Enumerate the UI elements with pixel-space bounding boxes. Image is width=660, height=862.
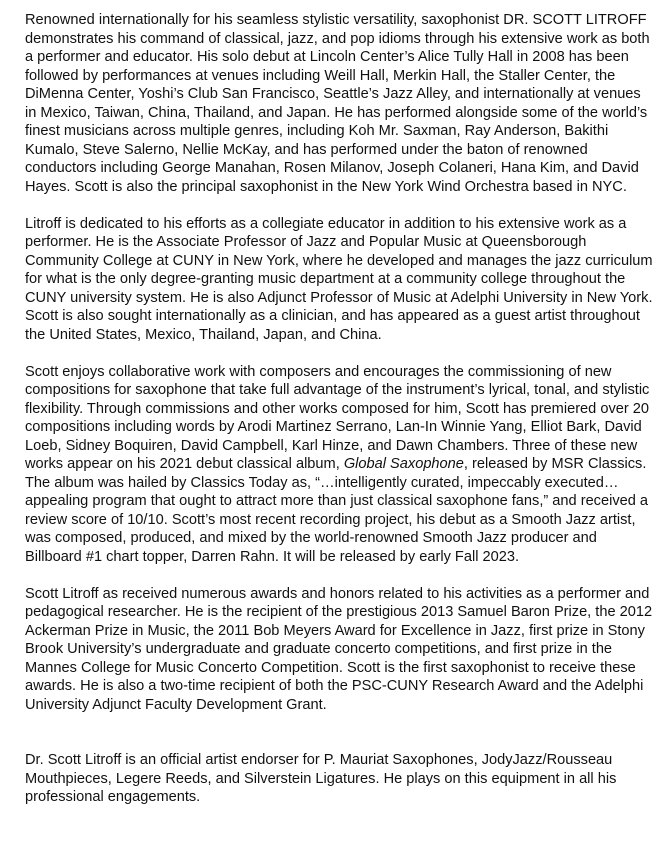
album-title: Global Saxophone [343, 456, 464, 472]
paragraph-educator [25, 215, 653, 345]
paragraph-text: Scott enjoys collaborative work with composers and encourages the commissioning of new compositions for saxophone that take full advantage of the instrument’s lyrical, tonal, and stylistic flexibility. Through commissions and other works composed for him, Scott has premiered over 20 compositions including words by Arodi Martinez Serrano, Lan-In Winnie Yang, Elliot Bark, David Loeb, Sidney Boquiren, David Campbell, Karl Hinze, and Dawn Chambers. Three of these new works appear on his 2021 debut classical album, [25, 363, 650, 472]
paragraph-endorsements [25, 751, 653, 807]
paragraph-awards [25, 585, 653, 715]
paragraph-text: Scott Litroff as received numerous awards and honors related to his activities as a performer and pedagogical researcher. He is the recipient of the prestigious 2013 Samuel Baron Prize, the 2012 Ackerman Prize in Music, the 2011 Bob Meyers Award for Excellence in Jazz, first prize in Stony Brook University’s undergraduate and graduate concerto competitions, and first prize in the Mannes College for Music Concerto Competition. Scott is the first saxophonist to receive these awards. He is also a two-time recipient of both the PSC-CUNY Research Award and the Adelphi University Adjunct Faculty Development Grant. [25, 585, 653, 713]
paragraph-spacer [25, 733, 653, 752]
paragraph-text: , released by MSR Classics. The album was hailed by Classics Today as, “…intelligently curated, impeccably executed…appealing program that ought to attract more than just classical saxophone fans,” and received a review score of 10/10. Scott’s most recent recording project, his debut as a Smooth Jazz artist, was composed, produced, and mixed by the world-renowned Smooth Jazz producer and Billboard #1 chart topper, Darren Rahn. It will be released by early Fall 2023. [25, 456, 649, 565]
paragraph-composers-and-recordings [25, 363, 653, 567]
paragraph-performer-overview [25, 11, 653, 196]
biography-document [25, 11, 653, 825]
paragraph-text: Litroff is dedicated to his efforts as a collegiate educator in addition to his extensive work as a performer. He is the Associate Professor of Jazz and Popular Music at Queensborough Community College at CUNY in New York, where he developed and manages the jazz curriculum for what is the only degree-granting music department at a community college throughout the CUNY university system. He is also Adjunct Professor of Music at Adelphi University in New York. Scott is also sought internationally as a clinician, and has appeared as a guest artist throughout the United States, Mexico, Thailand, Japan, and China. [25, 215, 653, 343]
paragraph-text: Renowned internationally for his seamless stylistic versatility, saxophonist DR. SCOTT LITROFF demonstrates his command of classical, jazz, and pop idioms through his extensive work as both a performer and educator. His solo debut at Lincoln Center’s Alice Tully Hall in 2008 has been followed by performances at venues including Weill Hall, Merkin Hall, the Staller Center, the DiMenna Center, Yoshi’s Club San Francisco, Seattle’s Jazz Alley, and internationally at venues in Mexico, Taiwan, China, Thailand, and Japan. He has performed alongside some of the world’s finest musicians across multiple genres, including Koh Mr. Saxman, Ray Anderson, Bakithi Kumalo, Steve Salerno, Nellie McKay, and has performed under the baton of renowned conductors including George Manahan, Rosen Milanov, Joseph Colaneri, Hana Kim, and David Hayes. Scott is also the principal saxophonist in the New York Wind Orchestra based in NYC. [25, 12, 650, 195]
paragraph-text: Dr. Scott Litroff is an official artist endorser for P. Mauriat Saxophones, JodyJazz/Rousseau Mouthpieces, Legere Reeds, and Silverstein Ligatures. He plays on this equipment in all his professional engagements. [25, 752, 617, 805]
